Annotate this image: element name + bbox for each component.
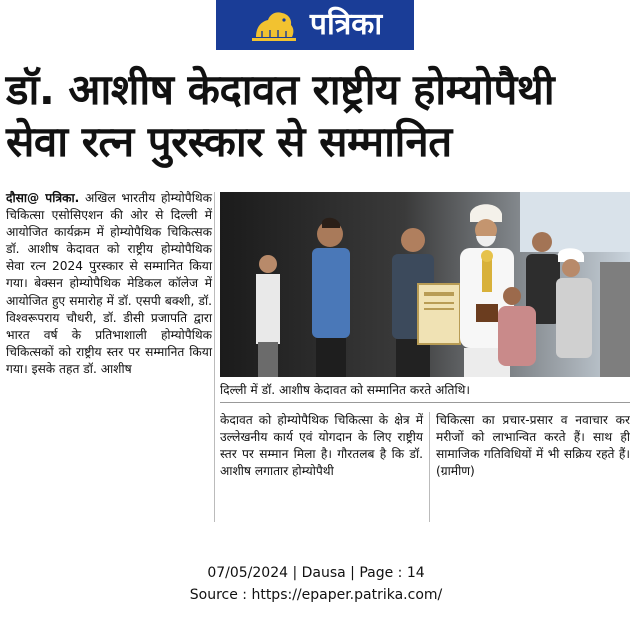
edition-info: 07/05/2024 | Dausa | Page : 14 (207, 565, 425, 581)
masthead (216, 0, 414, 50)
article-text-1: अखिल भारतीय होम्योपैथिक चिकित्सा एसोसिएशन की ओर से दिल्ली में आयोजित कार्यक्रम में होम्योपैथिक चिकित्सक डॉ. आशीष केदावत को राष्ट्रीय होम्योपैथिक सेवा रत्न 2024 पुरस्कार से सम्मानित किया गया। बेक्सन होम्योपैथिक मेडिकल कॉलेज में आयोजित हुए समारोह में डॉ. एसपी बक्शी, डॉ. विश्वरूपराय चौधरी, डॉ. डीसी प्रजापति द्वारा भारत वर्ष के प्रतिभाशाली होम्योपैथिक चिकित्सकों को राष्ट्रीय स्तर पर सम्मानित किया गया। इसके तहत डॉ. आशीष (6, 191, 213, 376)
headline-line-1: डॉ. आशीष केदावत राष्ट्रीय होम्योपैथी (6, 65, 555, 114)
headline-line-2: सेवा रत्न पुरस्कार से सम्मानित (6, 117, 452, 166)
source-url: Source : https://epaper.patrika.com/ (189, 587, 443, 603)
article-column-3: चिकित्सा का प्रचार-प्रसार व नवाचार कर मरीजों को लाभान्वित करते हैं। साथ ही सामाजिक गतिविधियों में भी सक्रिय रहते हैं। (ग्रामीण) (436, 413, 630, 479)
photo-caption: दिल्ली में डॉ. आशीष केदावत को सम्मानित करते अतिथि। (220, 383, 471, 397)
masthead-name: पत्रिका (309, 7, 383, 42)
column-divider-2 (429, 412, 430, 522)
source-footer (0, 562, 632, 606)
lion-icon (248, 8, 300, 42)
caption-divider (220, 402, 630, 403)
award-ceremony-photo (220, 192, 630, 377)
article-photo (220, 192, 630, 377)
article-column-1 (6, 190, 212, 378)
column-divider (214, 192, 215, 522)
headline (6, 64, 628, 168)
article-column-2: केदावत को होम्योपैथिक चिकित्सा के क्षेत्र में उल्लेखनीय कार्य एवं योगदान के लिए राष्ट्रीय स्तर पर सम्मान मिला है। गौरतलब है कि डॉ. आशीष लगातार होम्योपैथी (220, 413, 423, 479)
dateline: दौसा@ पत्रिका. (6, 191, 80, 205)
